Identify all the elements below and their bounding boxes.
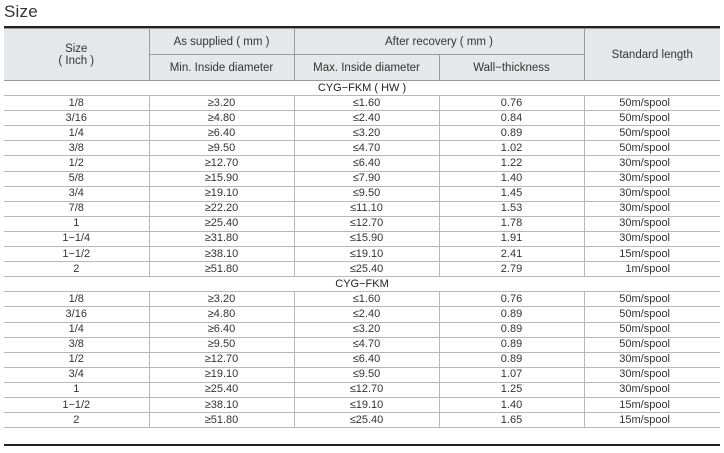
table-row <box>4 322 720 337</box>
size-cell: 1/4 <box>4 322 149 337</box>
min-inside-diameter-cell: ≥4.80 <box>149 307 294 322</box>
wall-thickness-cell: 1.53 <box>439 201 584 216</box>
max-inside-diameter-cell: ≤6.40 <box>294 156 439 171</box>
table-row <box>4 141 720 156</box>
wall-thickness-cell: 1.91 <box>439 231 584 246</box>
standard-length-cell: 50m/spool <box>584 337 720 352</box>
standard-length-header: Standard length <box>584 29 720 81</box>
wall-thickness-cell: 1.07 <box>439 367 584 382</box>
min-inside-diameter-cell: ≥12.70 <box>149 156 294 171</box>
table-row <box>4 413 720 428</box>
wall-thickness-cell: 1.40 <box>439 397 584 412</box>
max-inside-diameter-cell: ≤7.90 <box>294 171 439 186</box>
min-inside-diameter-cell: ≥3.20 <box>149 96 294 111</box>
size-cell: 2 <box>4 413 149 428</box>
standard-length-cell: 15m/spool <box>584 413 720 428</box>
standard-length-cell: 30m/spool <box>584 216 720 231</box>
max-inside-diameter-cell: ≤4.70 <box>294 337 439 352</box>
min-inside-diameter-cell: ≥9.50 <box>149 337 294 352</box>
size-cell: 3/16 <box>4 111 149 126</box>
size-cell: 1 <box>4 382 149 397</box>
standard-length-cell: 30m/spool <box>584 231 720 246</box>
size-cell: 1/8 <box>4 96 149 111</box>
size-cell: 1/2 <box>4 352 149 367</box>
table-row <box>4 367 720 382</box>
size-cell: 3/4 <box>4 186 149 201</box>
table-row <box>4 397 720 412</box>
standard-length-cell: 30m/spool <box>584 367 720 382</box>
size-header-unit: ( Inch ) <box>58 54 95 67</box>
standard-length-cell: 50m/spool <box>584 126 720 141</box>
section-header-row <box>4 277 720 292</box>
size-cell: 1−1/4 <box>4 231 149 246</box>
table-row <box>4 307 720 322</box>
wall-thickness-cell: 0.89 <box>439 352 584 367</box>
page-title: Size <box>4 2 38 21</box>
size-cell: 3/8 <box>4 337 149 352</box>
min-inside-diameter-cell: ≥25.40 <box>149 216 294 231</box>
standard-length-cell: 30m/spool <box>584 382 720 397</box>
max-inside-diameter-cell: ≤12.70 <box>294 382 439 397</box>
size-cell: 7/8 <box>4 201 149 216</box>
wall-thickness-cell: 0.89 <box>439 126 584 141</box>
min-inside-diameter-cell: ≥19.10 <box>149 367 294 382</box>
table-body <box>4 81 720 428</box>
standard-length-cell: 50m/spool <box>584 96 720 111</box>
standard-length-cell: 30m/spool <box>584 171 720 186</box>
wall-thickness-cell: 2.79 <box>439 262 584 277</box>
size-cell: 3/4 <box>4 367 149 382</box>
wall-thickness-cell: 0.76 <box>439 292 584 307</box>
min-inside-diameter-cell: ≥6.40 <box>149 126 294 141</box>
wall-thickness-header: Wall−thickness <box>439 55 584 81</box>
wall-thickness-cell: 0.89 <box>439 337 584 352</box>
size-cell: 1/8 <box>4 292 149 307</box>
min-inside-diameter-cell: ≥15.90 <box>149 171 294 186</box>
standard-length-cell: 50m/spool <box>584 292 720 307</box>
min-inside-diameter-cell: ≥51.80 <box>149 262 294 277</box>
min-inside-diameter-cell: ≥6.40 <box>149 322 294 337</box>
wall-thickness-cell: 0.84 <box>439 111 584 126</box>
max-inside-diameter-cell: ≤1.60 <box>294 292 439 307</box>
wall-thickness-cell: 2.41 <box>439 247 584 262</box>
wall-thickness-cell: 0.89 <box>439 322 584 337</box>
wall-thickness-cell: 1.22 <box>439 156 584 171</box>
min-inside-diameter-header: Min. Inside diameter <box>149 55 294 81</box>
max-inside-diameter-cell: ≤9.50 <box>294 186 439 201</box>
wall-thickness-cell: 1.25 <box>439 382 584 397</box>
after-recovery-header: After recovery ( mm ) <box>294 29 584 55</box>
standard-length-cell: 50m/spool <box>584 307 720 322</box>
standard-length-cell: 30m/spool <box>584 201 720 216</box>
table-row <box>4 337 720 352</box>
min-inside-diameter-cell: ≥19.10 <box>149 186 294 201</box>
wall-thickness-cell: 0.89 <box>439 307 584 322</box>
wall-thickness-cell: 1.78 <box>439 216 584 231</box>
section-header-row <box>4 81 720 96</box>
max-inside-diameter-cell: ≤25.40 <box>294 262 439 277</box>
table-row <box>4 201 720 216</box>
size-cell: 1−1/2 <box>4 247 149 262</box>
max-inside-diameter-cell: ≤3.20 <box>294 322 439 337</box>
wall-thickness-cell: 0.76 <box>439 96 584 111</box>
max-inside-diameter-cell: ≤1.60 <box>294 96 439 111</box>
min-inside-diameter-cell: ≥12.70 <box>149 352 294 367</box>
max-inside-diameter-header: Max. Inside diameter <box>294 55 439 81</box>
max-inside-diameter-cell: ≤3.20 <box>294 126 439 141</box>
max-inside-diameter-cell: ≤19.10 <box>294 247 439 262</box>
as-supplied-header: As supplied ( mm ) <box>149 29 294 55</box>
table-row <box>4 247 720 262</box>
min-inside-diameter-cell: ≥38.10 <box>149 247 294 262</box>
table-row <box>4 171 720 186</box>
bottom-rule <box>4 444 720 446</box>
size-cell: 2 <box>4 262 149 277</box>
min-inside-diameter-cell: ≥3.20 <box>149 292 294 307</box>
section-name: CYG−FKM ( HW ) <box>4 81 720 96</box>
table-row <box>4 216 720 231</box>
size-cell: 1 <box>4 216 149 231</box>
table-row <box>4 156 720 171</box>
size-table <box>4 28 720 428</box>
max-inside-diameter-cell: ≤4.70 <box>294 141 439 156</box>
standard-length-cell: 30m/spool <box>584 352 720 367</box>
size-cell: 1/2 <box>4 156 149 171</box>
size-cell: 3/8 <box>4 141 149 156</box>
table-row <box>4 126 720 141</box>
min-inside-diameter-cell: ≥4.80 <box>149 111 294 126</box>
standard-length-cell: 30m/spool <box>584 156 720 171</box>
min-inside-diameter-cell: ≥38.10 <box>149 397 294 412</box>
standard-length-cell: 50m/spool <box>584 141 720 156</box>
table-row <box>4 292 720 307</box>
max-inside-diameter-cell: ≤19.10 <box>294 397 439 412</box>
standard-length-cell: 50m/spool <box>584 111 720 126</box>
max-inside-diameter-cell: ≤15.90 <box>294 231 439 246</box>
size-cell: 5/8 <box>4 171 149 186</box>
table-row <box>4 186 720 201</box>
max-inside-diameter-cell: ≤12.70 <box>294 216 439 231</box>
max-inside-diameter-cell: ≤2.40 <box>294 111 439 126</box>
size-cell: 3/16 <box>4 307 149 322</box>
min-inside-diameter-cell: ≥22.20 <box>149 201 294 216</box>
size-cell: 1−1/2 <box>4 397 149 412</box>
size-header <box>4 29 149 81</box>
wall-thickness-cell: 1.45 <box>439 186 584 201</box>
min-inside-diameter-cell: ≥9.50 <box>149 141 294 156</box>
size-cell: 1/4 <box>4 126 149 141</box>
min-inside-diameter-cell: ≥25.40 <box>149 382 294 397</box>
min-inside-diameter-cell: ≥31.80 <box>149 231 294 246</box>
standard-length-cell: 30m/spool <box>584 186 720 201</box>
size-header-label: Size <box>65 42 88 55</box>
max-inside-diameter-cell: ≤11.10 <box>294 201 439 216</box>
max-inside-diameter-cell: ≤25.40 <box>294 413 439 428</box>
max-inside-diameter-cell: ≤2.40 <box>294 307 439 322</box>
max-inside-diameter-cell: ≤6.40 <box>294 352 439 367</box>
table-row <box>4 382 720 397</box>
standard-length-cell: 15m/spool <box>584 247 720 262</box>
wall-thickness-cell: 1.65 <box>439 413 584 428</box>
min-inside-diameter-cell: ≥51.80 <box>149 413 294 428</box>
table-row <box>4 262 720 277</box>
table-row <box>4 231 720 246</box>
table-row <box>4 96 720 111</box>
table-row <box>4 111 720 126</box>
max-inside-diameter-cell: ≤9.50 <box>294 367 439 382</box>
wall-thickness-cell: 1.40 <box>439 171 584 186</box>
table-row <box>4 352 720 367</box>
standard-length-cell: 50m/spool <box>584 322 720 337</box>
wall-thickness-cell: 1.02 <box>439 141 584 156</box>
standard-length-cell: 15m/spool <box>584 397 720 412</box>
standard-length-cell: 1m/spool <box>584 262 720 277</box>
section-name: CYG−FKM <box>4 277 720 292</box>
